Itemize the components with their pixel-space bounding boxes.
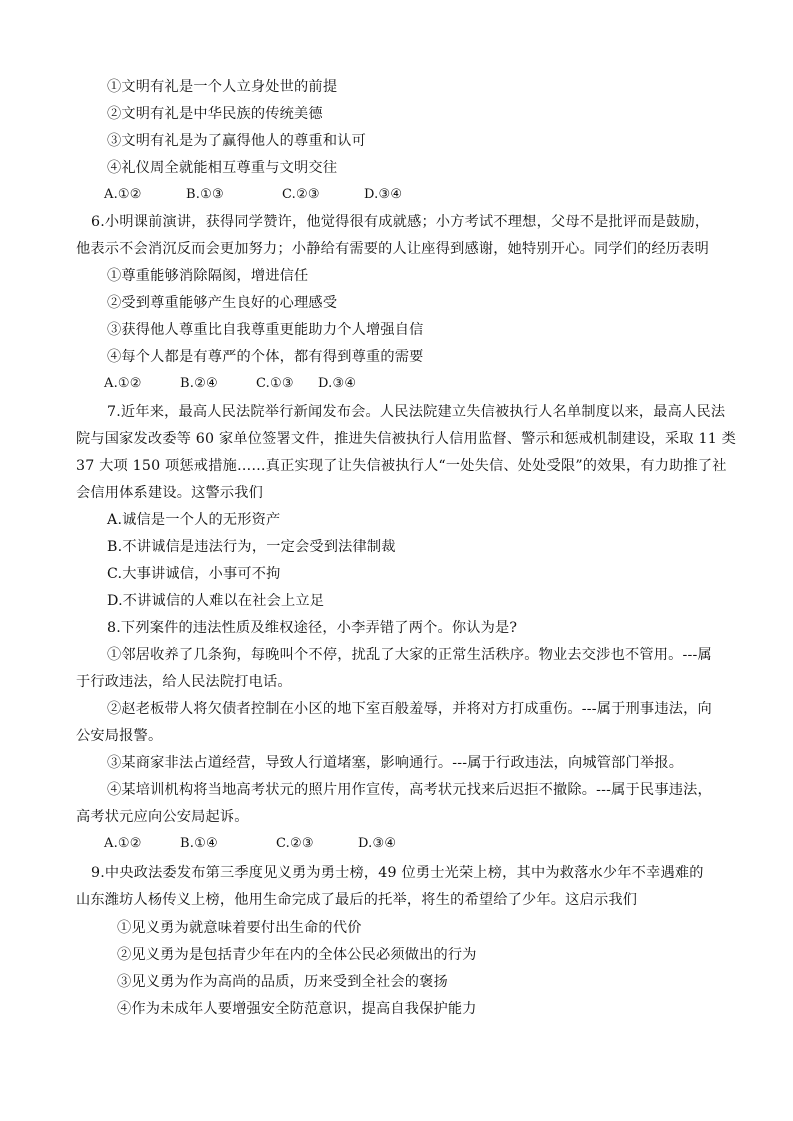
q8-item-2-line-1: ②赵老板带人将欠债者控制在小区的地下室百般羞辱，并将对方打成重伤。---属于刑事违法，向 (107, 701, 712, 717)
q7-option-a: A.诚信是一个人的无形资产 (107, 512, 281, 528)
q8-options (104, 835, 396, 853)
q6-option-b: B.②④ (180, 376, 218, 391)
q5-item-3: ③文明有礼是为了赢得他人的尊重和认可 (107, 133, 366, 149)
q8-stem: 8.下列案件的违法性质及维权途径，小李弄错了两个。你认为是? (107, 620, 518, 636)
q8-option-b: B.①④ (180, 836, 218, 851)
q5-option-c: C.②③ (282, 187, 320, 202)
q9-item-3: ③见义勇为作为高尚的品质，历来受到全社会的褒扬 (117, 974, 448, 990)
q5-item-2: ②文明有礼是中华民族的传统美德 (107, 106, 323, 122)
q9-item-4: ④作为未成年人要增强安全防范意识，提高自我保护能力 (117, 1001, 477, 1017)
q5-item-4: ④礼仪周全就能相互尊重与文明交往 (107, 160, 338, 176)
q7-option-d: D.不讲诚信的人难以在社会上立足 (107, 593, 325, 609)
q8-option-c: C.②③ (276, 836, 314, 851)
q9-item-1: ①见义勇为就意味着要付出生命的代价 (117, 920, 362, 936)
q8-item-1-line-2: 于行政违法，给人民法院打电话。 (76, 674, 292, 690)
q5-option-a: A.①② (104, 187, 142, 202)
q8-item-4-line-2: 高考状元应向公安局起诉。 (76, 809, 249, 825)
q9-stem-line-1: 9.中央政法委发布第三季度见义勇为勇士榜，49 位勇士光荣上榜，其中为救落水少年不幸遇难的 (91, 865, 704, 881)
q6-stem-line-1: 6.小明课前演讲，获得同学赞许，他觉得很有成就感；小方考试不理想，父母不是批评而是鼓励， (91, 214, 710, 230)
q8-option-a: A.①② (104, 836, 142, 851)
q6-item-3: ③获得他人尊重比自我尊重更能助力个人增强自信 (107, 322, 424, 338)
q5-options (104, 186, 402, 204)
q7-stem-line-3: 37 大项 150 项惩戒措施……真正实现了让失信被执行人“一处失信、处处受限”的效果，有力助推了社 (76, 458, 727, 474)
q6-item-1: ①尊重能够消除隔阂，增进信任 (107, 268, 309, 284)
q5-option-b: B.①③ (186, 187, 224, 202)
q8-option-d: D.③④ (358, 836, 397, 851)
q7-option-c: C.大事讲诚信，小事可不拘 (107, 566, 281, 582)
q8-item-1-line-1: ①邻居收养了几条狗，每晚叫个不停，扰乱了大家的正常生活秩序。物业去交涉也不管用。---属 (107, 647, 712, 663)
q6-option-c: C.①③ (256, 376, 294, 391)
q7-stem-line-2: 院与国家发改委等 60 家单位签署文件，推进失信被执行人信用监督、警示和惩戒机制建设，采取 11 类 (76, 431, 737, 447)
q5-option-d: D.③④ (364, 187, 403, 202)
q9-item-2: ②见义勇为是包括青少年在内的全体公民必须做出的行为 (117, 947, 477, 963)
q8-item-3-line-1: ③某商家非法占道经营，导致人行道堵塞，影响通行。---属于行政违法，向城管部门举报。 (107, 755, 684, 771)
q6-item-4: ④每个人都是有尊严的个体，都有得到尊重的需要 (107, 349, 424, 365)
q8-item-4-line-1: ④某培训机构将当地高考状元的照片用作宣传，高考状元找来后迟拒不撤除。---属于民事违法， (107, 782, 712, 798)
q6-option-d: D.③④ (318, 376, 357, 391)
q8-item-2-line-2: 公安局报警。 (76, 728, 163, 744)
q5-item-1: ①文明有礼是一个人立身处世的前提 (107, 79, 338, 95)
q6-option-a: A.①② (104, 376, 142, 391)
q6-item-2: ②受到尊重能够产生良好的心理感受 (107, 295, 338, 311)
q9-stem-line-2: 山东潍坊人杨传义上榜，他用生命完成了最后的托举，将生的希望给了少年。这启示我们 (76, 892, 638, 908)
q6-options (104, 375, 356, 393)
q7-stem-line-4: 会信用体系建设。这警示我们 (76, 485, 264, 501)
q7-stem-line-1: 7.近年来，最高人民法院举行新闻发布会。人民法院建立失信被执行人名单制度以来，最高人民法 (107, 404, 726, 420)
q6-stem-line-2: 他表示不会消沉反而会更加努力；小静给有需要的人让座得到感谢，她特别开心。同学们的经历表明 (76, 241, 710, 257)
q7-option-b: B.不讲诚信是违法行为，一定会受到法律制裁 (107, 539, 396, 555)
